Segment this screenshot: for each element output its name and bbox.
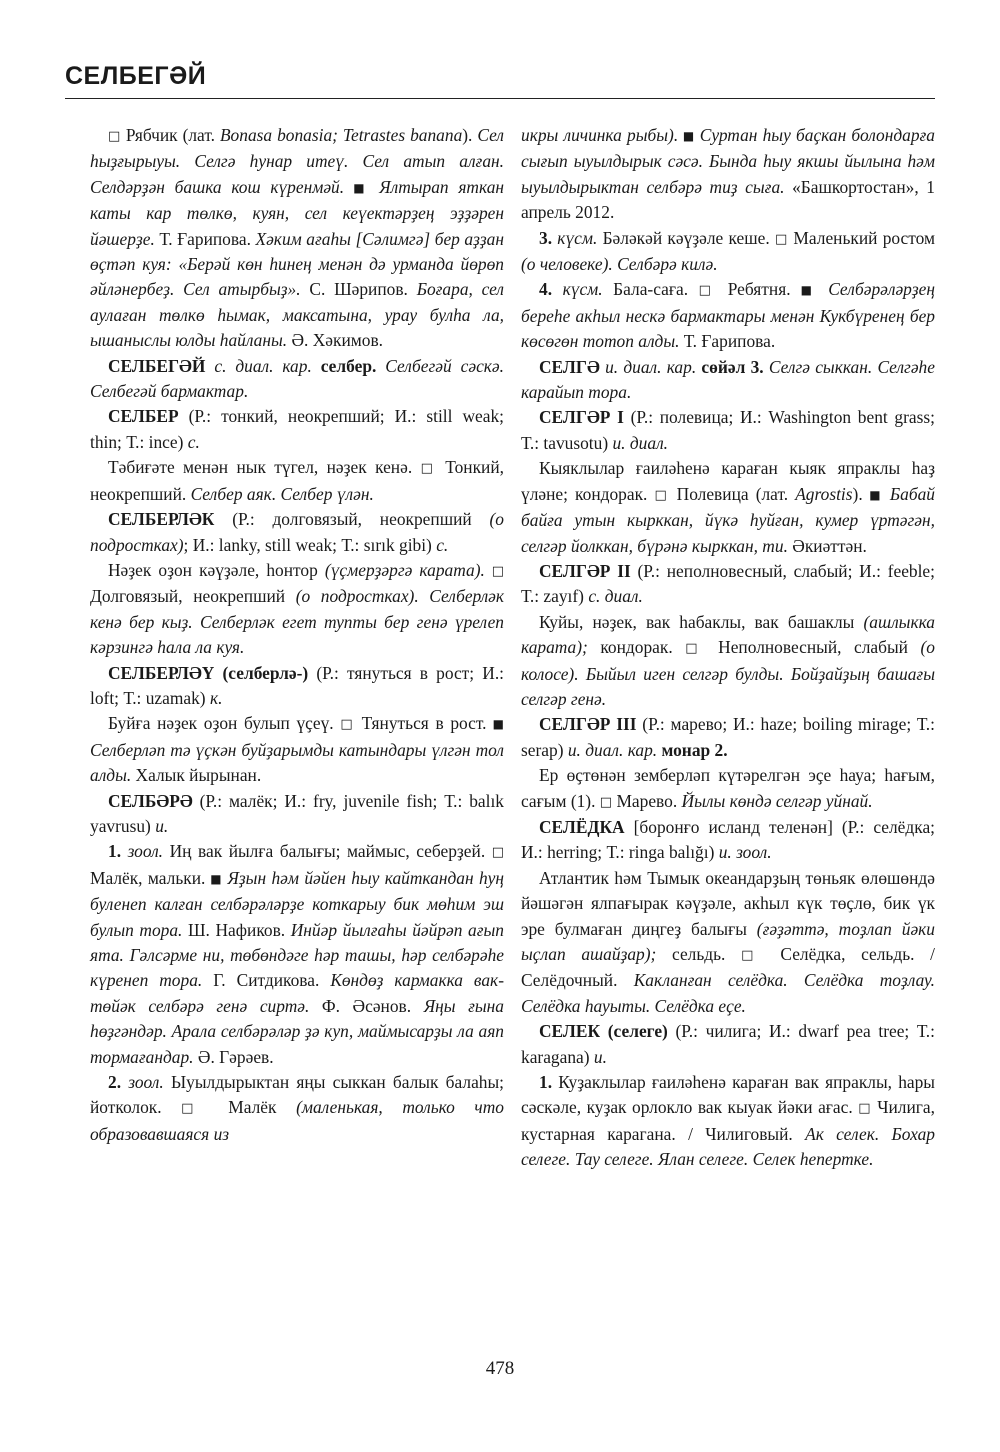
text-run: ). [462, 125, 478, 145]
entry-paragraph [521, 866, 935, 1019]
italic-text: с. [187, 431, 200, 452]
text-run: Полевица (лат. [669, 483, 796, 504]
text-run: Неполновесный, слабый [705, 637, 921, 658]
entry-paragraph [521, 277, 935, 354]
text-run: Долговязый, неокрепший [90, 586, 296, 607]
text-run: Бәләкәй кәүҙәле кеше. [597, 227, 775, 248]
text-run: «Башкортостан», 1 апрель 2012. [521, 176, 935, 223]
text-run: (Р.: неполновесный, слабый; И.: feeble; Т.: zayıf) [521, 560, 935, 607]
italic-text: (о человеке). Селбәрә килә. [521, 254, 718, 275]
entry-paragraph [521, 456, 935, 559]
italic-text: Бабай байға утын кырккан, йүкә һуйған, кумер үртәгән, селгәр йолккан, бүрәнә кырккан, ти. [521, 483, 935, 556]
text-run: кондорак. [587, 637, 686, 658]
headword: селбер. [311, 355, 377, 376]
text-run: Ф. Әсәнов. [309, 995, 424, 1016]
headword: СЕЛГӘР III [539, 714, 637, 735]
text-run: Маленький ростом [788, 227, 936, 248]
italic-text: (о подростках) [90, 509, 504, 555]
headword: 3. [539, 227, 553, 248]
italic-text: с. [436, 534, 449, 555]
headword: 4. [539, 279, 553, 300]
text-run: Ыуылдырыктан яңы сыккан балык балаһы; йотколок. [90, 1072, 504, 1118]
headword: СЕЛЕК (селеге) [539, 1021, 668, 1042]
text-run: (Р.: тонкий, неокрепший; И.: still weak; thin; Т.: ince) [90, 406, 504, 452]
text-run: Атлантик һәм Тымык океандарҙың төньяк өлөшөндә йәшәгән ялпағырак кәүҙәле, акһыл күк төҫлө, бик үк эре булмаған диңгеҙ балығы [521, 867, 935, 939]
example-square-icon: ■ [790, 283, 829, 298]
entry-paragraph [521, 763, 935, 815]
italic-text: с. диал. кар. [205, 355, 312, 376]
text-run: сельдь. [656, 944, 742, 964]
translation-square-icon: □ [108, 129, 121, 144]
italic-text: Agrostis [795, 483, 853, 504]
italic-text: Инйәр йылғаһы йәйрәп ағып ята. Гәлсәрме ни, төбөндәге һәр ташы, һәр селбәрәһе күренеп тора. [90, 919, 504, 991]
italic-text: (о колосе). Быйыл иген селгәр булды. Бойҙайҙың башағы селгәр генә. [521, 637, 935, 709]
italic-text: Ялтырап яткан каты кар төлкө, куян, сел кеүектәрҙең эҙҙәрен йәшерҙе. [90, 176, 505, 249]
translation-square-icon: □ [181, 1101, 209, 1117]
text-run: (Р.: полевица; И.: Washington bent grass; Т.: tavusotu) [521, 407, 935, 453]
text-run: Малёк, мальки. [90, 867, 206, 888]
entry-paragraph [521, 405, 935, 456]
italic-text: (маленькая, только что образовавшаяся из [90, 1097, 504, 1144]
text-run: (Р.: тянуться в рост; И.: loft; Т.: uzamak) [90, 662, 505, 708]
text-run: Ә. Хәкимов. [287, 330, 384, 351]
entry-paragraph [90, 507, 504, 558]
headword: СЕЛБЕР [108, 406, 179, 427]
italic-text: күсм. [552, 227, 598, 248]
entry-paragraph [90, 839, 504, 1070]
text-run: Марево. [612, 790, 682, 811]
entry-paragraph [90, 354, 504, 405]
headword: СЕЛГӘР II [539, 560, 631, 581]
text-run: Бала-саға. [602, 279, 699, 300]
italic-text: Йылы көндә селгәр уйнай. [681, 790, 873, 811]
right-column [521, 123, 935, 1173]
translation-square-icon: □ [685, 641, 706, 657]
translation-square-icon: □ [420, 461, 437, 477]
example-square-icon: ■ [862, 487, 890, 502]
italic-text: Суртан һыу баҫкан болондарға сығып ыуылдырык сәсә. Бында һыу якшы йылына һәм ыуылдырыктан селбәрә тиҙ сыға. [521, 125, 935, 197]
entry-paragraph [521, 1070, 935, 1173]
running-head: СЕЛБЕГӘЙ [65, 62, 207, 90]
headword: СЕЛБӘРӘ [108, 790, 193, 811]
italic-text: Көндөҙ кармакка вак-төйәк селбәрә генә сиртә. [90, 970, 504, 1016]
italic-text: (ғәҙәттә, тоҙлап йәки ыҫлап ашайҙар); [521, 918, 935, 964]
translation-square-icon: □ [491, 845, 505, 861]
italic-text: Селбегәй сәскә. Селбегәй бармактар. [90, 355, 504, 402]
headword: СЕЛЁДКА [539, 816, 625, 837]
text-run: [боронғо исланд теленән] (Р.: селёдка; И.: herring; Т.: ringa balığı) [521, 816, 935, 863]
text-run: Тонкий, неокрепший. [90, 457, 504, 504]
translation-square-icon: □ [484, 563, 504, 579]
italic-text: Ак селек. Бохар селеге. Тау селеге. Ялан селеге. Селек һепертке. [521, 1123, 935, 1170]
text-run: Иң вак йылға балығы; маймыс, себерҙей. [163, 841, 492, 862]
text-run: Буйға нәҙек оҙон булып үҫеү. [108, 713, 341, 734]
italic-text: Селбер аяк. Селбер үлән. [190, 483, 374, 504]
italic-text: зоол. [121, 1072, 164, 1093]
text-run: Әкиәттән. [787, 535, 867, 556]
italic-text: Селгә сыккан. Селгәһе карайып тора. [521, 356, 935, 403]
headword: СЕЛГӘ [539, 356, 600, 377]
entry-paragraph [90, 661, 504, 712]
text-run: Т. Ғарипова. [679, 331, 776, 352]
headword: 1. [108, 841, 122, 862]
headword: сөйәл 3. [696, 356, 764, 377]
entry-paragraph [90, 711, 504, 788]
entry-paragraph [521, 355, 935, 406]
headword: СЕЛГӘР I [539, 407, 624, 428]
entry-paragraph [90, 404, 504, 455]
italic-text: и. [593, 1046, 607, 1067]
italic-text: Боғара, сел аулаған төлкө һымак, максатына, урау булһа ла, ышаныслы юлды һайланы. [90, 279, 504, 351]
text-run: С. Шәрипов. [300, 279, 417, 300]
example-square-icon: ■ [205, 871, 228, 886]
italic-text: и. диал. [612, 432, 668, 453]
italic-text: (ашлыкка карата); [521, 611, 935, 658]
translation-square-icon: □ [654, 487, 670, 503]
example-square-icon: ■ [678, 129, 700, 143]
italic-text: Хәким ағаһы [Сәлимгә] бер аҙҙан өҫтәп куя: «Берәй көн һинең менән дә урманда йөрөп әйләнербеҙ. Сел атырбыҙ». [90, 228, 504, 300]
text-run: Чилига, кустарная карагана. / Чилиговый. [521, 1097, 935, 1144]
entry-paragraph [90, 455, 504, 507]
entry-paragraph [521, 815, 935, 866]
entry-paragraph [521, 559, 935, 610]
translation-square-icon: □ [340, 717, 355, 733]
entry-paragraph [90, 789, 504, 840]
italic-text: Селберләп тә үҫкән буйҙарымды катындары үлгән тол алды. [90, 739, 504, 786]
entry-paragraph [521, 1019, 935, 1070]
entry-paragraph [90, 558, 504, 661]
translation-square-icon: □ [858, 1101, 872, 1117]
italic-text: икры личинка рыбы). [521, 125, 679, 145]
text-run: ; И.: lanky, still weak; Т.: sırık gibi) [183, 534, 437, 555]
italic-text: Bonasa bonasia; Tetrastes banana [219, 125, 463, 145]
text-run: Г. Ситдикова. [202, 970, 331, 991]
header-rule [65, 98, 935, 99]
italic-text: и. диал. кар. [599, 356, 697, 377]
entry-paragraph [521, 226, 935, 278]
text-run: Ер өҫтөнән земберләп күтәрелгән эҫе һауа; һағым, сағым (1). [521, 765, 935, 811]
headword: 1. [539, 1072, 553, 1093]
headword: монар 2. [657, 739, 728, 760]
italic-text: Селбәрәләрҙең береһе акһыл нескә бармактары менән Кукбүренең бер көсөгөн тотоп алды. [521, 279, 935, 352]
italic-text: и. диал. кар. [567, 739, 658, 760]
text-run: (Р.: чилига; И.: dwarf pea tree; Т.: karagana) [521, 1021, 935, 1067]
text-run: ). [852, 483, 863, 504]
text-run: Ә. Гәрәев. [193, 1046, 274, 1067]
text-run: Т. Ғарипова. [154, 228, 256, 249]
text-run: Куҙаклылар ғаиләһенә караған вак япраклы, һары сәскәле, куҙак орлоклo вак кыуак йәки ағас. [521, 1072, 935, 1118]
italic-text: и. [155, 815, 169, 836]
text-run: Рябчик (лат. [120, 125, 220, 145]
entry-paragraph [90, 123, 504, 354]
italic-text: (үҫмерҙәргә карата). [324, 559, 485, 580]
left-column [90, 123, 504, 1147]
translation-square-icon: □ [741, 948, 765, 963]
italic-text: күсм. [552, 279, 603, 300]
text-run: Тәбиғәте менән нык түгел, нәҙек кенә. [108, 457, 421, 478]
text-run: (Р.: марево; И.: haze; boiling mirage; Т.: serap) [521, 714, 935, 760]
italic-text: Сел һыҙғырыуы. Селгә һунар итеү. Сел атып алған. Селдәрҙән башка кош күренмәй. [90, 125, 504, 197]
text-run: Малёк [208, 1097, 297, 1118]
text-run: Тянуться в рост. [354, 713, 487, 734]
text-run: (Р.: малёк; И.: fry, juvenile fish; Т.: balık yavrusu) [90, 790, 504, 836]
italic-text: зоол. [121, 841, 164, 862]
italic-text: Какланған селёдка. Селёдка тоҙлау. Селёдка һауыты. Селёдка еҫе. [521, 970, 936, 1016]
italic-text: Яңы ғына һөҙгәндәр. Арала селбәрәләр ҙә куп, маймысарҙы ла аяп тормағандар. [90, 995, 504, 1067]
text-run: Халык йырынан. [131, 765, 262, 786]
text-run: Куйы, нәҙек, вак һабаклы, вак башаклы [539, 611, 864, 632]
text-run: Ребятня. [717, 279, 791, 300]
text-run: Селёдка, сельдь. / Селёдочный. [521, 944, 935, 991]
text-run: Нәҙек оҙон кәүҙәле, һонтор [108, 559, 325, 580]
italic-text: с. диал. [588, 586, 643, 607]
headword: СЕЛБЕГӘЙ [108, 355, 206, 376]
entry-paragraph [521, 123, 935, 226]
italic-text: к. [209, 687, 223, 708]
example-square-icon: ■ [344, 180, 380, 195]
translation-square-icon: □ [774, 231, 789, 247]
entry-paragraph [521, 712, 935, 763]
entry-paragraph [90, 1070, 504, 1147]
italic-text: и. зоол. [718, 842, 772, 863]
italic-text: Яҙын һәм йәйен һыу кайткандан һуң буленеп калған селбәрәләрҙе коткарыу бик мөһим эш булып тора. [90, 867, 504, 940]
headword: СЕЛБЕРЛӘК [108, 509, 215, 530]
page-number: 478 [485, 1358, 515, 1379]
example-square-icon: ■ [486, 717, 504, 732]
entry-paragraph [521, 610, 935, 713]
translation-square-icon: □ [599, 794, 613, 810]
italic-text: (о подростках). Селберләк кенә бер кыҙ. Селберләк егет тупты бер генә үрелеп кәрзингә һала ла куя. [90, 586, 505, 658]
text-run: Ш. Нафиков. [182, 919, 291, 940]
headword: 2. [108, 1072, 122, 1093]
translation-square-icon: □ [698, 283, 718, 299]
text-run: (Р.: долговязый, неокрепший [214, 509, 490, 530]
headword: СЕЛБЕРЛӘҮ (селберлә-) [108, 662, 309, 683]
text-run: Кыяклылар ғаиләһенә караған кыяк япраклы һаҙ үләне; кондорак. [521, 458, 935, 504]
